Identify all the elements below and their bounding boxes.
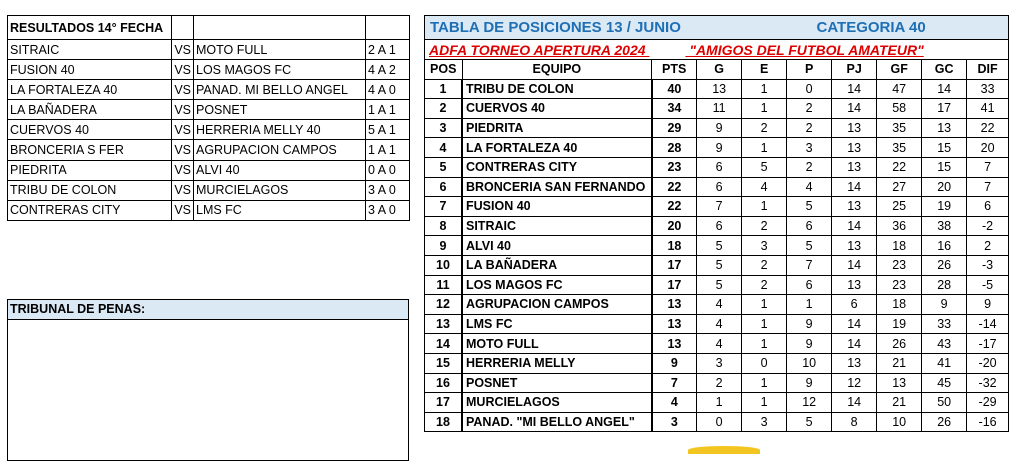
cell-pts: 13 <box>652 314 697 334</box>
cell-pts: 18 <box>652 236 697 256</box>
cell-won: 6 <box>697 157 742 177</box>
cell-lost: 9 <box>787 373 832 393</box>
penalties-title: TRIBUNAL DE PENAS: <box>8 300 408 320</box>
cell-pts: 29 <box>652 118 697 138</box>
home-team: SITRAIC <box>8 40 172 60</box>
cell-pos: 5 <box>425 157 463 177</box>
cell-goals-against: 28 <box>922 275 967 295</box>
cell-pts: 22 <box>652 197 697 217</box>
cell-played: 14 <box>832 216 877 236</box>
cell-played: 13 <box>832 236 877 256</box>
cell-team: HERRERIA MELLY <box>462 353 652 373</box>
away-team: MOTO FULL <box>194 40 366 60</box>
cell-lost: 2 <box>787 157 832 177</box>
cell-drawn: 1 <box>742 393 787 413</box>
column-header-gf: GF <box>877 60 922 80</box>
cell-won: 9 <box>697 138 742 158</box>
away-team: ALVI 40 <box>194 160 366 180</box>
cell-pts: 3 <box>652 412 697 432</box>
cell-team: LMS FC <box>462 314 652 334</box>
cell-team: CUERVOS 40 <box>462 99 652 119</box>
cell-goal-diff: 6 <box>967 197 1009 217</box>
cell-goal-diff: -32 <box>967 373 1009 393</box>
standings-row <box>425 118 1009 138</box>
vs-label: VS <box>172 160 194 180</box>
tournament-name: ADFA TORNEO APERTURA 2024 <box>429 41 646 58</box>
cell-lost: 2 <box>787 118 832 138</box>
cell-goal-diff: -20 <box>967 353 1009 373</box>
results-header-row <box>8 16 410 40</box>
cell-drawn: 3 <box>742 412 787 432</box>
home-team: CONTRERAS CITY <box>8 200 172 220</box>
home-team: PIEDRITA <box>8 160 172 180</box>
cell-lost: 7 <box>787 255 832 275</box>
cell-played: 12 <box>832 373 877 393</box>
cell-won: 4 <box>697 334 742 354</box>
cell-lost: 1 <box>787 295 832 315</box>
cell-pts: 23 <box>652 157 697 177</box>
cell-goals-for: 36 <box>877 216 922 236</box>
cell-goals-against: 13 <box>922 118 967 138</box>
column-header-p: P <box>787 60 832 80</box>
standings-row <box>425 393 1009 413</box>
cell-pts: 28 <box>652 138 697 158</box>
cell-goal-diff: -29 <box>967 393 1009 413</box>
cell-goals-for: 21 <box>877 353 922 373</box>
standings-subtitle-cell <box>425 40 1009 60</box>
cell-drawn: 1 <box>742 138 787 158</box>
cell-won: 5 <box>697 236 742 256</box>
cell-pts: 17 <box>652 255 697 275</box>
standings-row <box>425 236 1009 256</box>
cell-goals-against: 16 <box>922 236 967 256</box>
cell-pos: 9 <box>425 236 463 256</box>
cell-played: 13 <box>832 157 877 177</box>
cell-played: 14 <box>832 314 877 334</box>
cell-pos: 1 <box>425 79 463 99</box>
cell-goal-diff: 7 <box>967 157 1009 177</box>
standings-table <box>424 15 1009 432</box>
cell-goals-for: 13 <box>877 373 922 393</box>
cell-won: 2 <box>697 373 742 393</box>
home-team: CUERVOS 40 <box>8 120 172 140</box>
results-row <box>8 160 410 180</box>
cell-pos: 17 <box>425 393 463 413</box>
vs-label: VS <box>172 140 194 160</box>
cell-team: SITRAIC <box>462 216 652 236</box>
cell-goals-for: 22 <box>877 157 922 177</box>
cell-drawn: 2 <box>742 216 787 236</box>
cell-goals-for: 26 <box>877 334 922 354</box>
home-team: BRONCERIA S FER <box>8 140 172 160</box>
cell-pos: 15 <box>425 353 463 373</box>
cell-pos: 13 <box>425 314 463 334</box>
cell-goal-diff: 7 <box>967 177 1009 197</box>
cell-drawn: 1 <box>742 314 787 334</box>
cell-played: 14 <box>832 334 877 354</box>
cell-goals-for: 35 <box>877 138 922 158</box>
cell-goal-diff: -5 <box>967 275 1009 295</box>
home-team: FUSION 40 <box>8 60 172 80</box>
cell-goals-for: 35 <box>877 118 922 138</box>
cell-lost: 9 <box>787 334 832 354</box>
cell-goal-diff: 2 <box>967 236 1009 256</box>
cell-goals-for: 47 <box>877 79 922 99</box>
cell-goals-against: 45 <box>922 373 967 393</box>
cell-pos: 14 <box>425 334 463 354</box>
match-score: 0 A 0 <box>366 160 410 180</box>
cell-goals-against: 14 <box>922 79 967 99</box>
standings-header-row <box>425 60 1009 80</box>
cell-pos: 8 <box>425 216 463 236</box>
cell-won: 6 <box>697 216 742 236</box>
cell-goal-diff: -14 <box>967 314 1009 334</box>
cell-goals-against: 15 <box>922 157 967 177</box>
cell-goals-against: 26 <box>922 412 967 432</box>
match-score: 2 A 1 <box>366 40 410 60</box>
vs-label: VS <box>172 200 194 220</box>
match-score: 3 A 0 <box>366 180 410 200</box>
cell-pos: 2 <box>425 99 463 119</box>
cell-goal-diff: -2 <box>967 216 1009 236</box>
cell-won: 9 <box>697 118 742 138</box>
cell-won: 11 <box>697 99 742 119</box>
results-header-blank <box>172 16 194 40</box>
cell-team: CONTRERAS CITY <box>462 157 652 177</box>
cell-pts: 9 <box>652 353 697 373</box>
cell-pos: 10 <box>425 255 463 275</box>
results-row <box>8 120 410 140</box>
cell-pts: 22 <box>652 177 697 197</box>
cell-pts: 17 <box>652 275 697 295</box>
standings-row <box>425 99 1009 119</box>
cell-goals-for: 21 <box>877 393 922 413</box>
cell-goal-diff: 22 <box>967 118 1009 138</box>
cell-goal-diff: 20 <box>967 138 1009 158</box>
cell-played: 13 <box>832 353 877 373</box>
cell-played: 13 <box>832 138 877 158</box>
cell-goals-for: 23 <box>877 275 922 295</box>
cell-lost: 6 <box>787 275 832 295</box>
cell-drawn: 1 <box>742 99 787 119</box>
results-row <box>8 140 410 160</box>
cell-pts: 13 <box>652 334 697 354</box>
cell-goals-against: 41 <box>922 353 967 373</box>
cell-goal-diff: 9 <box>967 295 1009 315</box>
cell-goal-diff: -16 <box>967 412 1009 432</box>
cell-goals-against: 38 <box>922 216 967 236</box>
cell-lost: 5 <box>787 197 832 217</box>
cell-drawn: 0 <box>742 353 787 373</box>
match-score: 1 A 1 <box>366 100 410 120</box>
cell-lost: 12 <box>787 393 832 413</box>
results-row <box>8 60 410 80</box>
home-team: LA FORTALEZA 40 <box>8 80 172 100</box>
column-header-equipo: EQUIPO <box>462 60 652 80</box>
column-header-dif: DIF <box>967 60 1009 80</box>
cell-goals-for: 10 <box>877 412 922 432</box>
away-team: POSNET <box>194 100 366 120</box>
cell-goals-against: 19 <box>922 197 967 217</box>
cell-pts: 40 <box>652 79 697 99</box>
cell-team: LA BAÑADERA <box>462 255 652 275</box>
cell-played: 13 <box>832 197 877 217</box>
cell-won: 4 <box>697 314 742 334</box>
cell-goals-against: 17 <box>922 99 967 119</box>
cell-pos: 3 <box>425 118 463 138</box>
cell-goal-diff: 33 <box>967 79 1009 99</box>
cell-pos: 7 <box>425 197 463 217</box>
results-row <box>8 80 410 100</box>
vs-label: VS <box>172 60 194 80</box>
away-team: LMS FC <box>194 200 366 220</box>
cell-played: 13 <box>832 118 877 138</box>
standings-row <box>425 138 1009 158</box>
away-team: MURCIELAGOS <box>194 180 366 200</box>
vs-label: VS <box>172 180 194 200</box>
vs-label: VS <box>172 100 194 120</box>
results-header-blank <box>194 16 366 40</box>
cell-team: MURCIELAGOS <box>462 393 652 413</box>
cell-goals-against: 33 <box>922 314 967 334</box>
cell-goals-against: 43 <box>922 334 967 354</box>
cell-pts: 34 <box>652 99 697 119</box>
cell-won: 7 <box>697 197 742 217</box>
cell-goals-against: 26 <box>922 255 967 275</box>
cell-lost: 10 <box>787 353 832 373</box>
cell-goals-for: 58 <box>877 99 922 119</box>
cell-pts: 7 <box>652 373 697 393</box>
league-name: "AMIGOS DEL FUTBOL AMATEUR" <box>689 41 924 58</box>
standings-row <box>425 197 1009 217</box>
column-header-gc: GC <box>922 60 967 80</box>
cell-drawn: 4 <box>742 177 787 197</box>
results-header-blank <box>366 16 410 40</box>
results-row <box>8 200 410 220</box>
cell-pts: 4 <box>652 393 697 413</box>
match-score: 1 A 1 <box>366 140 410 160</box>
cell-won: 4 <box>697 295 742 315</box>
standings-subtitle-row <box>425 40 1009 60</box>
cell-pos: 6 <box>425 177 463 197</box>
cell-drawn: 1 <box>742 373 787 393</box>
cell-team: PIEDRITA <box>462 118 652 138</box>
cell-team: PANAD. "MI BELLO ANGEL" <box>462 412 652 432</box>
cell-drawn: 1 <box>742 197 787 217</box>
cell-goals-for: 23 <box>877 255 922 275</box>
cell-won: 5 <box>697 275 742 295</box>
away-team: PANAD. MI BELLO ANGEL <box>194 80 366 100</box>
standings-row <box>425 216 1009 236</box>
cell-played: 6 <box>832 295 877 315</box>
cell-team: TRIBU DE COLON <box>462 79 652 99</box>
column-header-pts: PTS <box>652 60 697 80</box>
match-score: 4 A 2 <box>366 60 410 80</box>
standings-row <box>425 177 1009 197</box>
results-row <box>8 40 410 60</box>
standings-category: CATEGORIA 40 <box>816 18 926 36</box>
results-title: RESULTADOS 14° FECHA <box>8 16 172 40</box>
cell-pos: 11 <box>425 275 463 295</box>
cell-team: BRONCERIA SAN FERNANDO <box>462 177 652 197</box>
cell-won: 5 <box>697 255 742 275</box>
penalties-box <box>7 299 409 461</box>
cell-played: 13 <box>832 275 877 295</box>
cell-goal-diff: -3 <box>967 255 1009 275</box>
cell-team: FUSION 40 <box>462 197 652 217</box>
cell-lost: 0 <box>787 79 832 99</box>
vs-label: VS <box>172 120 194 140</box>
cell-lost: 3 <box>787 138 832 158</box>
standings-title-cell <box>425 16 1009 40</box>
cell-won: 3 <box>697 353 742 373</box>
cell-played: 14 <box>832 99 877 119</box>
cell-team: LOS MAGOS FC <box>462 275 652 295</box>
standings-row <box>425 157 1009 177</box>
column-header-pos: POS <box>425 60 463 80</box>
cell-drawn: 3 <box>742 236 787 256</box>
cell-lost: 2 <box>787 99 832 119</box>
vs-label: VS <box>172 40 194 60</box>
cell-lost: 9 <box>787 314 832 334</box>
cell-played: 14 <box>832 393 877 413</box>
results-row <box>8 100 410 120</box>
cell-pos: 4 <box>425 138 463 158</box>
column-header-e: E <box>742 60 787 80</box>
cell-goal-diff: 41 <box>967 99 1009 119</box>
cell-goals-against: 9 <box>922 295 967 315</box>
column-header-pj: PJ <box>832 60 877 80</box>
standings-title-row <box>425 16 1009 40</box>
cell-played: 8 <box>832 412 877 432</box>
cell-team: LA FORTALEZA 40 <box>462 138 652 158</box>
home-team: TRIBU DE COLON <box>8 180 172 200</box>
standings-row <box>425 314 1009 334</box>
logo-fragment <box>688 446 760 454</box>
results-row <box>8 180 410 200</box>
cell-lost: 5 <box>787 236 832 256</box>
cell-won: 6 <box>697 177 742 197</box>
cell-drawn: 2 <box>742 118 787 138</box>
cell-goals-for: 18 <box>877 236 922 256</box>
cell-drawn: 1 <box>742 295 787 315</box>
cell-goals-for: 18 <box>877 295 922 315</box>
standings-row <box>425 353 1009 373</box>
cell-drawn: 2 <box>742 275 787 295</box>
cell-played: 14 <box>832 177 877 197</box>
cell-goals-against: 50 <box>922 393 967 413</box>
cell-goals-for: 19 <box>877 314 922 334</box>
cell-lost: 5 <box>787 412 832 432</box>
cell-played: 14 <box>832 255 877 275</box>
standings-row <box>425 334 1009 354</box>
column-header-g: G <box>697 60 742 80</box>
cell-team: ALVI 40 <box>462 236 652 256</box>
cell-goals-against: 20 <box>922 177 967 197</box>
match-score: 3 A 0 <box>366 200 410 220</box>
cell-goals-for: 27 <box>877 177 922 197</box>
standings-row <box>425 79 1009 99</box>
away-team: HERRERIA MELLY 40 <box>194 120 366 140</box>
cell-lost: 4 <box>787 177 832 197</box>
cell-won: 0 <box>697 412 742 432</box>
cell-goal-diff: -17 <box>967 334 1009 354</box>
cell-team: AGRUPACION CAMPOS <box>462 295 652 315</box>
standings-row <box>425 373 1009 393</box>
cell-drawn: 1 <box>742 334 787 354</box>
results-table <box>7 15 410 221</box>
standings-title: TABLA DE POSICIONES 13 / JUNIO <box>430 18 681 36</box>
standings-row <box>425 412 1009 432</box>
cell-pos: 18 <box>425 412 463 432</box>
match-score: 5 A 1 <box>366 120 410 140</box>
cell-pts: 20 <box>652 216 697 236</box>
cell-team: POSNET <box>462 373 652 393</box>
away-team: LOS MAGOS FC <box>194 60 366 80</box>
cell-pos: 16 <box>425 373 463 393</box>
cell-drawn: 1 <box>742 79 787 99</box>
away-team: AGRUPACION CAMPOS <box>194 140 366 160</box>
cell-drawn: 2 <box>742 255 787 275</box>
cell-goals-against: 15 <box>922 138 967 158</box>
cell-pos: 12 <box>425 295 463 315</box>
match-score: 4 A 0 <box>366 80 410 100</box>
standings-row <box>425 275 1009 295</box>
cell-won: 13 <box>697 79 742 99</box>
vs-label: VS <box>172 80 194 100</box>
cell-lost: 6 <box>787 216 832 236</box>
standings-row <box>425 295 1009 315</box>
cell-goals-for: 25 <box>877 197 922 217</box>
standings-row <box>425 255 1009 275</box>
home-team: LA BAÑADERA <box>8 100 172 120</box>
cell-team: MOTO FULL <box>462 334 652 354</box>
cell-won: 1 <box>697 393 742 413</box>
cell-played: 14 <box>832 79 877 99</box>
cell-drawn: 5 <box>742 157 787 177</box>
cell-pts: 13 <box>652 295 697 315</box>
